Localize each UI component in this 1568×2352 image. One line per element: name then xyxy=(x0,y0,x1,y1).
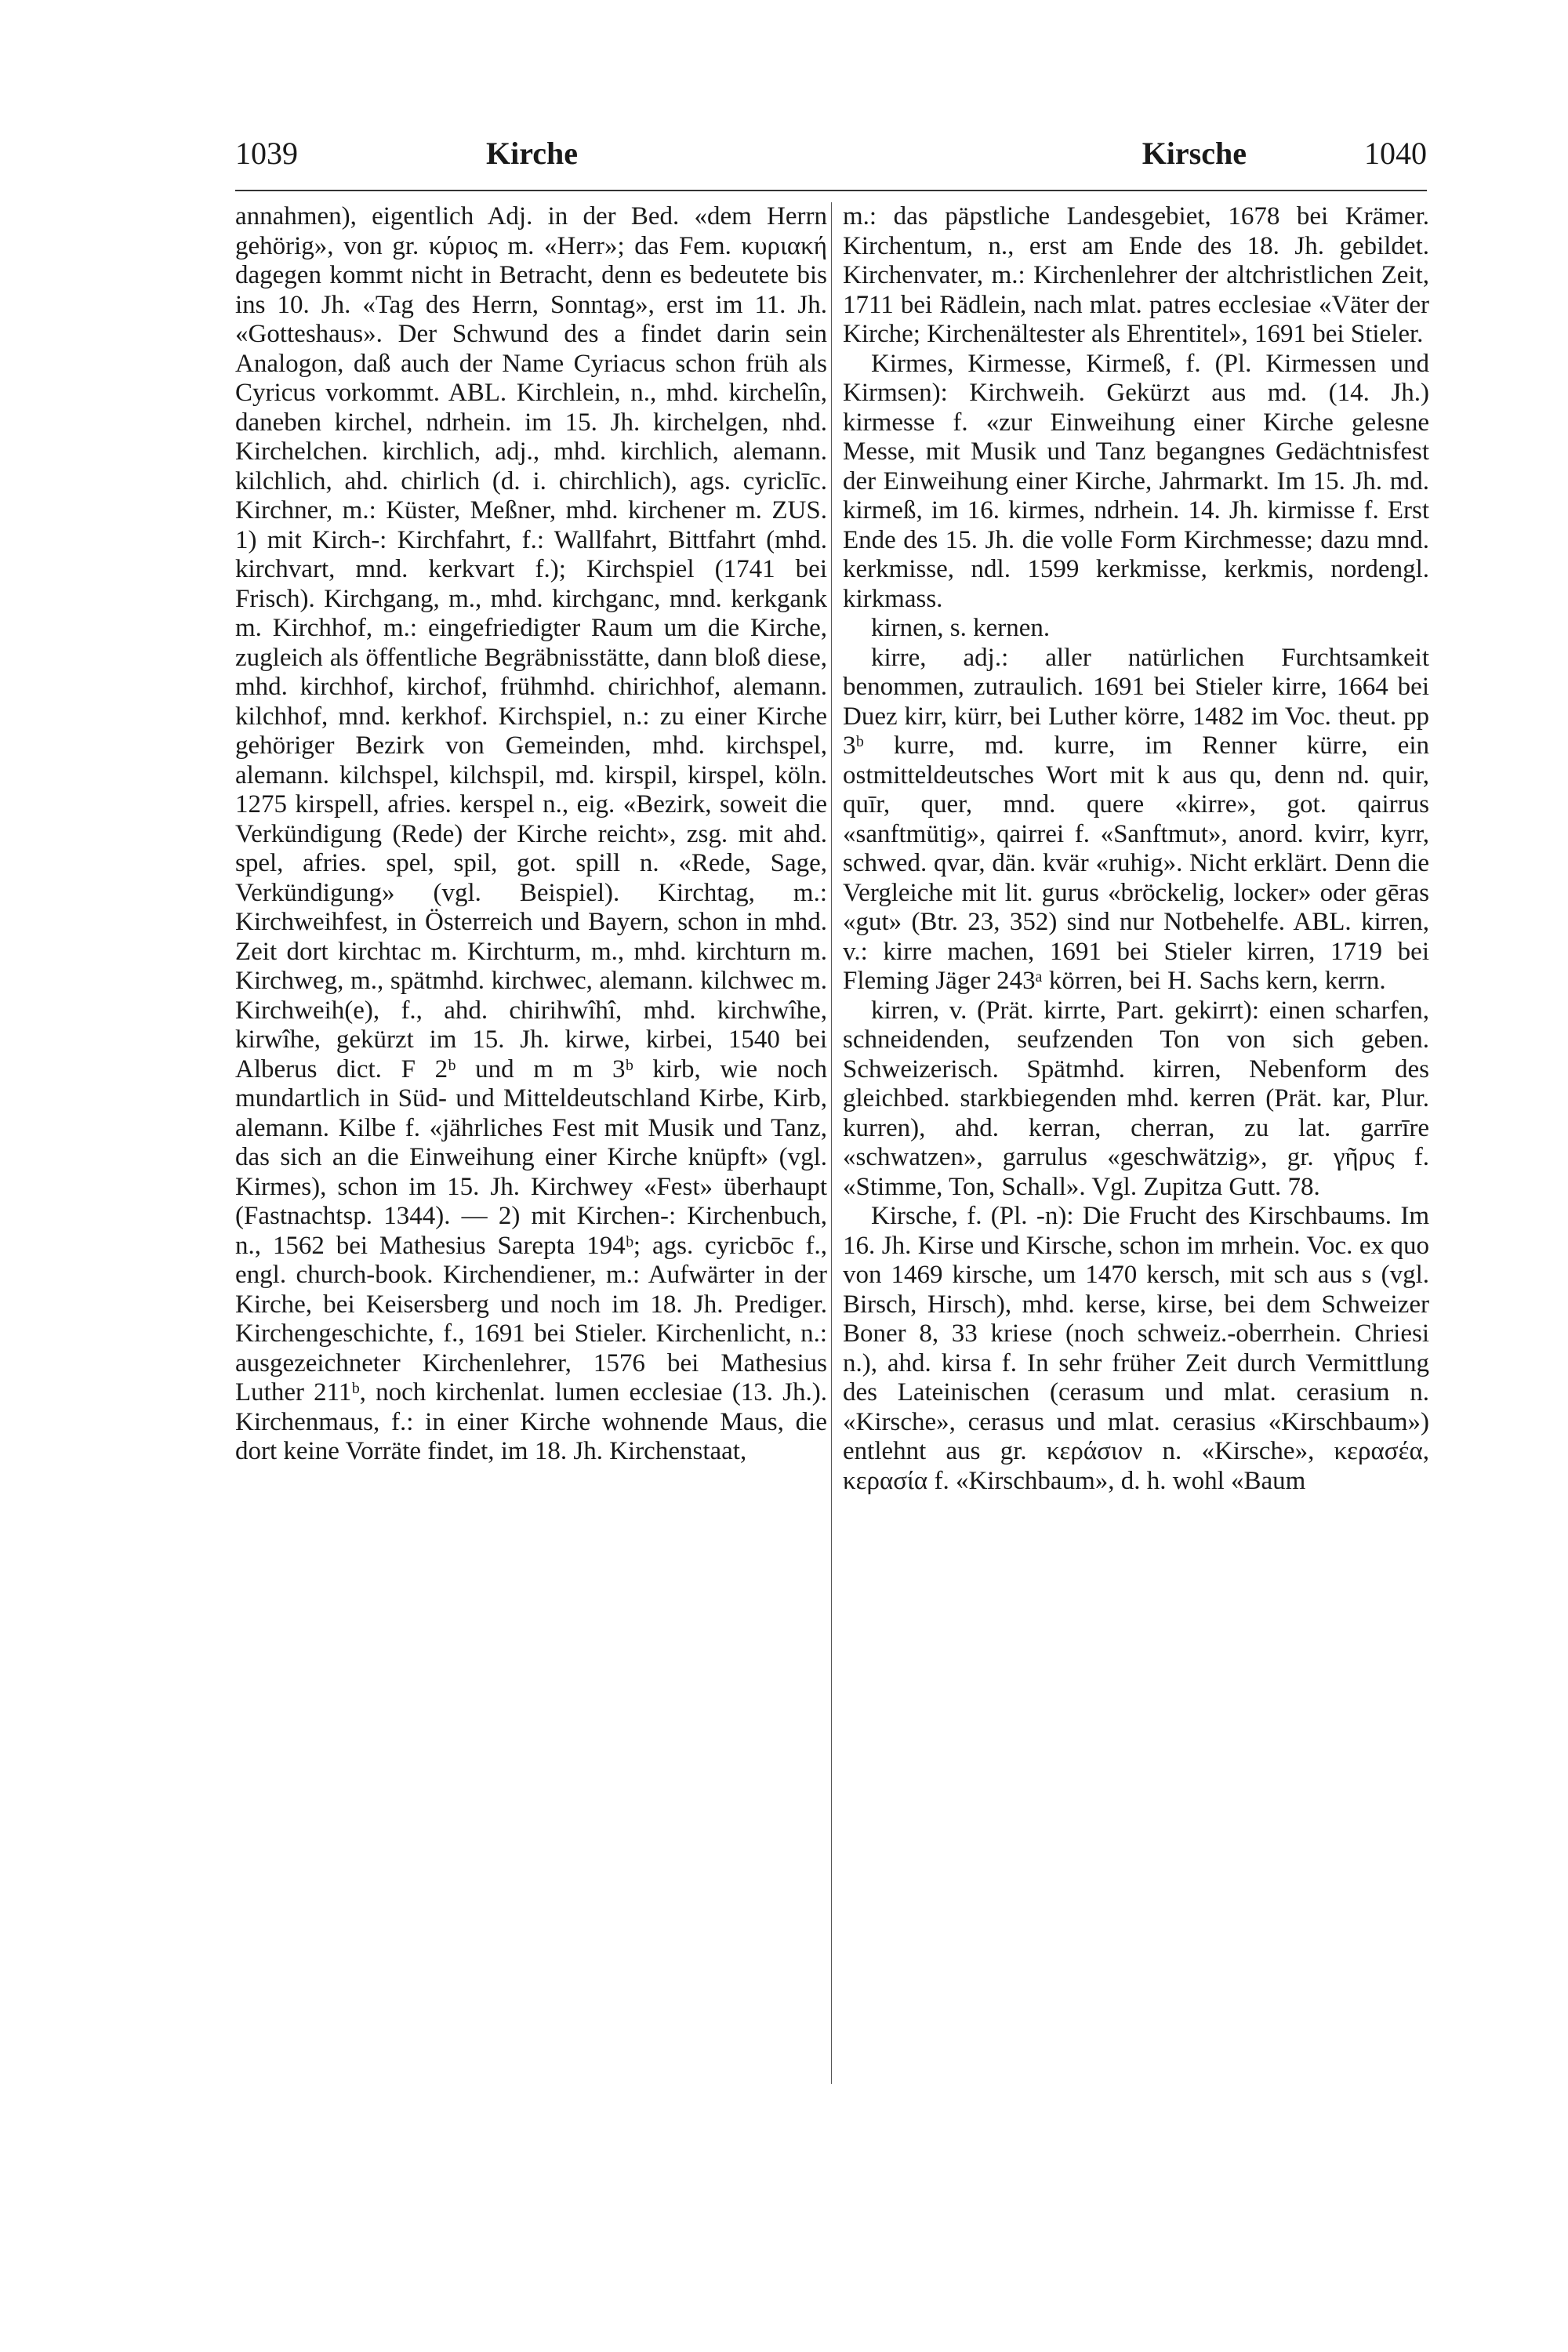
page-number-left: 1039 xyxy=(235,136,298,171)
entry-paragraph: Kirsche, f. (Pl. -n): Die Frucht des Kirschbaums. Im 16. Jh. Kirse und Kirsche, schon im mrhein. Voc. ex quo von 1469 kirsche, um 1470 kersch, mit sch aus s (vgl. Birsch, Hirsch), mhd. kerse, kirse, bei dem Schweizer Boner 8, 33 kriese (noch schweiz.-oberrhein. Chriesi n.), ahd. kirsa f. In sehr früher Zeit durch Vermittlung des Lateinischen (cerasum und mlat. cerasium n. «Kirsche», cerasus und mlat. cerasius «Kirschbaum») entlehnt aus gr. κεράσιον n. «Kirsche», κερασέα, κερασία f. «Kirschbaum», d. h. wohl «Baum xyxy=(843,1202,1429,1495)
entry-paragraph: annahmen), eigentlich Adj. in der Bed. «dem Herrn gehörig», von gr. κύριος m. «Herr»; das Fem. κυριακή dagegen kommt nicht in Betracht, denn es bedeutete bis ins 10. Jh. «Tag des Herrn, Sonntag», erst im 11. Jh. «Gotteshaus». Der Schwund des a findet darin sein Analogon, daß auch der Name Cyriacus schon früh als Cyricus vorkommt. ABL. Kirchlein, n., mhd. kirchelîn, daneben kirchel, ndrhein. im 15. Jh. kirchelgen, nhd. Kirchelchen. kirchlich, adj., mhd. kirchlich, alemann. kilchlich, ahd. chirlich (d. i. chirchlich), ags. cyriclīc. Kirchner, m.: Küster, Meßner, mhd. kirchener m. ZUS. 1) mit Kirch-: Kirchfahrt, f.: Wallfahrt, Bittfahrt (mhd. kirchvart, mnd. kerkvart f.); Kirchspiel (1741 bei Frisch). Kirchgang, m., mhd. kirchganc, mnd. kerkgank m. Kirchhof, m.: eingefriedigter Raum um die Kirche, zugleich als öffentliche Begräbnisstätte, dann bloß diese, mhd. kirchhof, kirchof, frühmhd. chirichhof, alemann. kilchhof, mnd. kerkhof. Kirchspiel, n.: zu einer Kirche gehöriger Bezirk von Gemeinden, mhd. kirchspel, alemann. kilchspel, kilchspil, md. kirspil, kirspel, köln. 1275 kirspell, afries. kerspel n., eig. «Bezirk, soweit die Verkündigung (Rede) der Kirche reicht», zsg. mit ahd. spel, afries. spel, spil, got. spill n. «Rede, Sage, Verkündigung» (vgl. Beispiel). Kirchtag, m.: Kirchweihfest, in Österreich und Bayern, schon in mhd. Zeit dort kirchtac m. Kirchturm, m., mhd. kirchturn m. Kirchweg, m., spätmhd. kirchwec, alemann. kilchwec m. Kirchweih(e), f., ahd. chirihwîhî, mhd. kirchwîhe, kirwîhe, gekürzt im 15. Jh. kirwe, kirbei, 1540 bei Alberus dict. F 2ᵇ und m m 3ᵇ kirb, wie noch mundartlich in Süd- und Mitteldeutschland Kirbe, Kirb, alemann. Kilbe f. «jährliches Fest mit Musik und Tanz, das sich an die Einweihung einer Kirche knüpft» (vgl. Kirmes), schon im 15. Jh. Kirchwey «Fest» überhaupt (Fastnachtsp. 1344). — 2) mit Kirchen-: Kirchenbuch, n., 1562 bei Mathesius Sarepta 194ᵇ; ags. cyricbōc f., engl. church-book. Kirchendiener, m.: Aufwärter in der Kirche, bei Keisersberg und noch im 18. Jh. Prediger. Kirchengeschichte, f., 1691 bei Stieler. Kirchenlicht, n.: ausgezeichneter Kirchenlehrer, 1576 bei Mathesius Luther 211ᵇ, noch kirchenlat. lumen ecclesiae (13. Jh.). Kirchenmaus, f.: in einer Kirche wohnende Maus, die dort keine Vorräte findet, im 18. Jh. Kirchenstaat, xyxy=(235,202,827,1465)
running-headword-right: Kirsche xyxy=(1142,136,1247,171)
left-column xyxy=(235,202,827,1467)
entry-paragraph: kirnen, s. kernen. xyxy=(871,614,1051,642)
page-number-right: 1040 xyxy=(1364,136,1427,171)
entry-paragraph: kirren, v. (Prät. kirrte, Part. gekirrt): einen scharfen, schneidenden, seufzenden Ton von sich geben. Schweizerisch. Spätmhd. kirren, Nebenform des gleichbed. starkbiegenden mhd. kerren (Prät. kar, Plur. kurren), ahd. kerran, cherran, zu lat. garrīre «schwatzen», garrulus «geschwätzig», gr. γῆρυς f. «Stimme, Ton, Schall». Vgl. Zupitza Gutt. 78. xyxy=(843,996,1429,1201)
entry-paragraph: m.: das päpstliche Landesgebiet, 1678 bei Krämer. Kirchentum, n., erst am Ende des 18. Jh. gebildet. Kirchenvater, m.: Kirchenlehrer der altchristlichen Zeit, 1711 bei Rädlein, nach mlat. patres ecclesiae «Väter der Kirche; Kirchenältester als Ehrentitel», 1691 bei Stieler. xyxy=(843,202,1429,348)
running-header xyxy=(235,135,1427,191)
entry-paragraph: kirre, adj.: aller natürlichen Furchtsamkeit benommen, zutraulich. 1691 bei Stieler kirre, 1664 bei Duez kirr, kürr, bei Luther körre, 1482 im Voc. theut. pp 3ᵇ kurre, md. kurre, im Renner kürre, ein ostmitteldeutsches Wort mit k aus qu, denn nd. quir, quīr, quer, mnd. quere «kirre», got. qairrus «sanftmütig», qairrei f. «Sanftmut», anord. kvirr, kyrr, schwed. qvar, dän. kvär «ruhig». Nicht erklärt. Denn die Vergleiche mit lit. gurus «bröckelig, locker» oder gēras «gut» (Btr. 23, 352) sind nur Notbehelfe. ABL. kirren, v.: kirre machen, 1691 bei Stieler kirren, 1719 bei Fleming Jäger 243ᵃ körren, bei H. Sachs kern, kerrn. xyxy=(843,643,1429,995)
right-column xyxy=(843,202,1429,1496)
entry-paragraph: Kirmes, Kirmesse, Kirmeß, f. (Pl. Kirmessen und Kirmsen): Kirchweih. Gekürzt aus md. (14. Jh.) kirmesse f. «zur Einweihung einer Kirche gelesne Messe, mit Musik und Tanz begangnes Gedächtnisfest der Einweihung einer Kirche, Jahrmarkt. Im 15. Jh. md. kirmeß, im 16. kirmes, ndrhein. 14. Jh. kirmisse f. Erst Ende des 15. Jh. die volle Form Kirchmesse; dazu mnd. kerkmisse, ndl. 1599 kerkmisse, kerkmis, nordengl. kirkmass. xyxy=(843,349,1429,613)
running-headword-left: Kirche xyxy=(486,136,579,171)
column-divider xyxy=(831,202,832,2084)
